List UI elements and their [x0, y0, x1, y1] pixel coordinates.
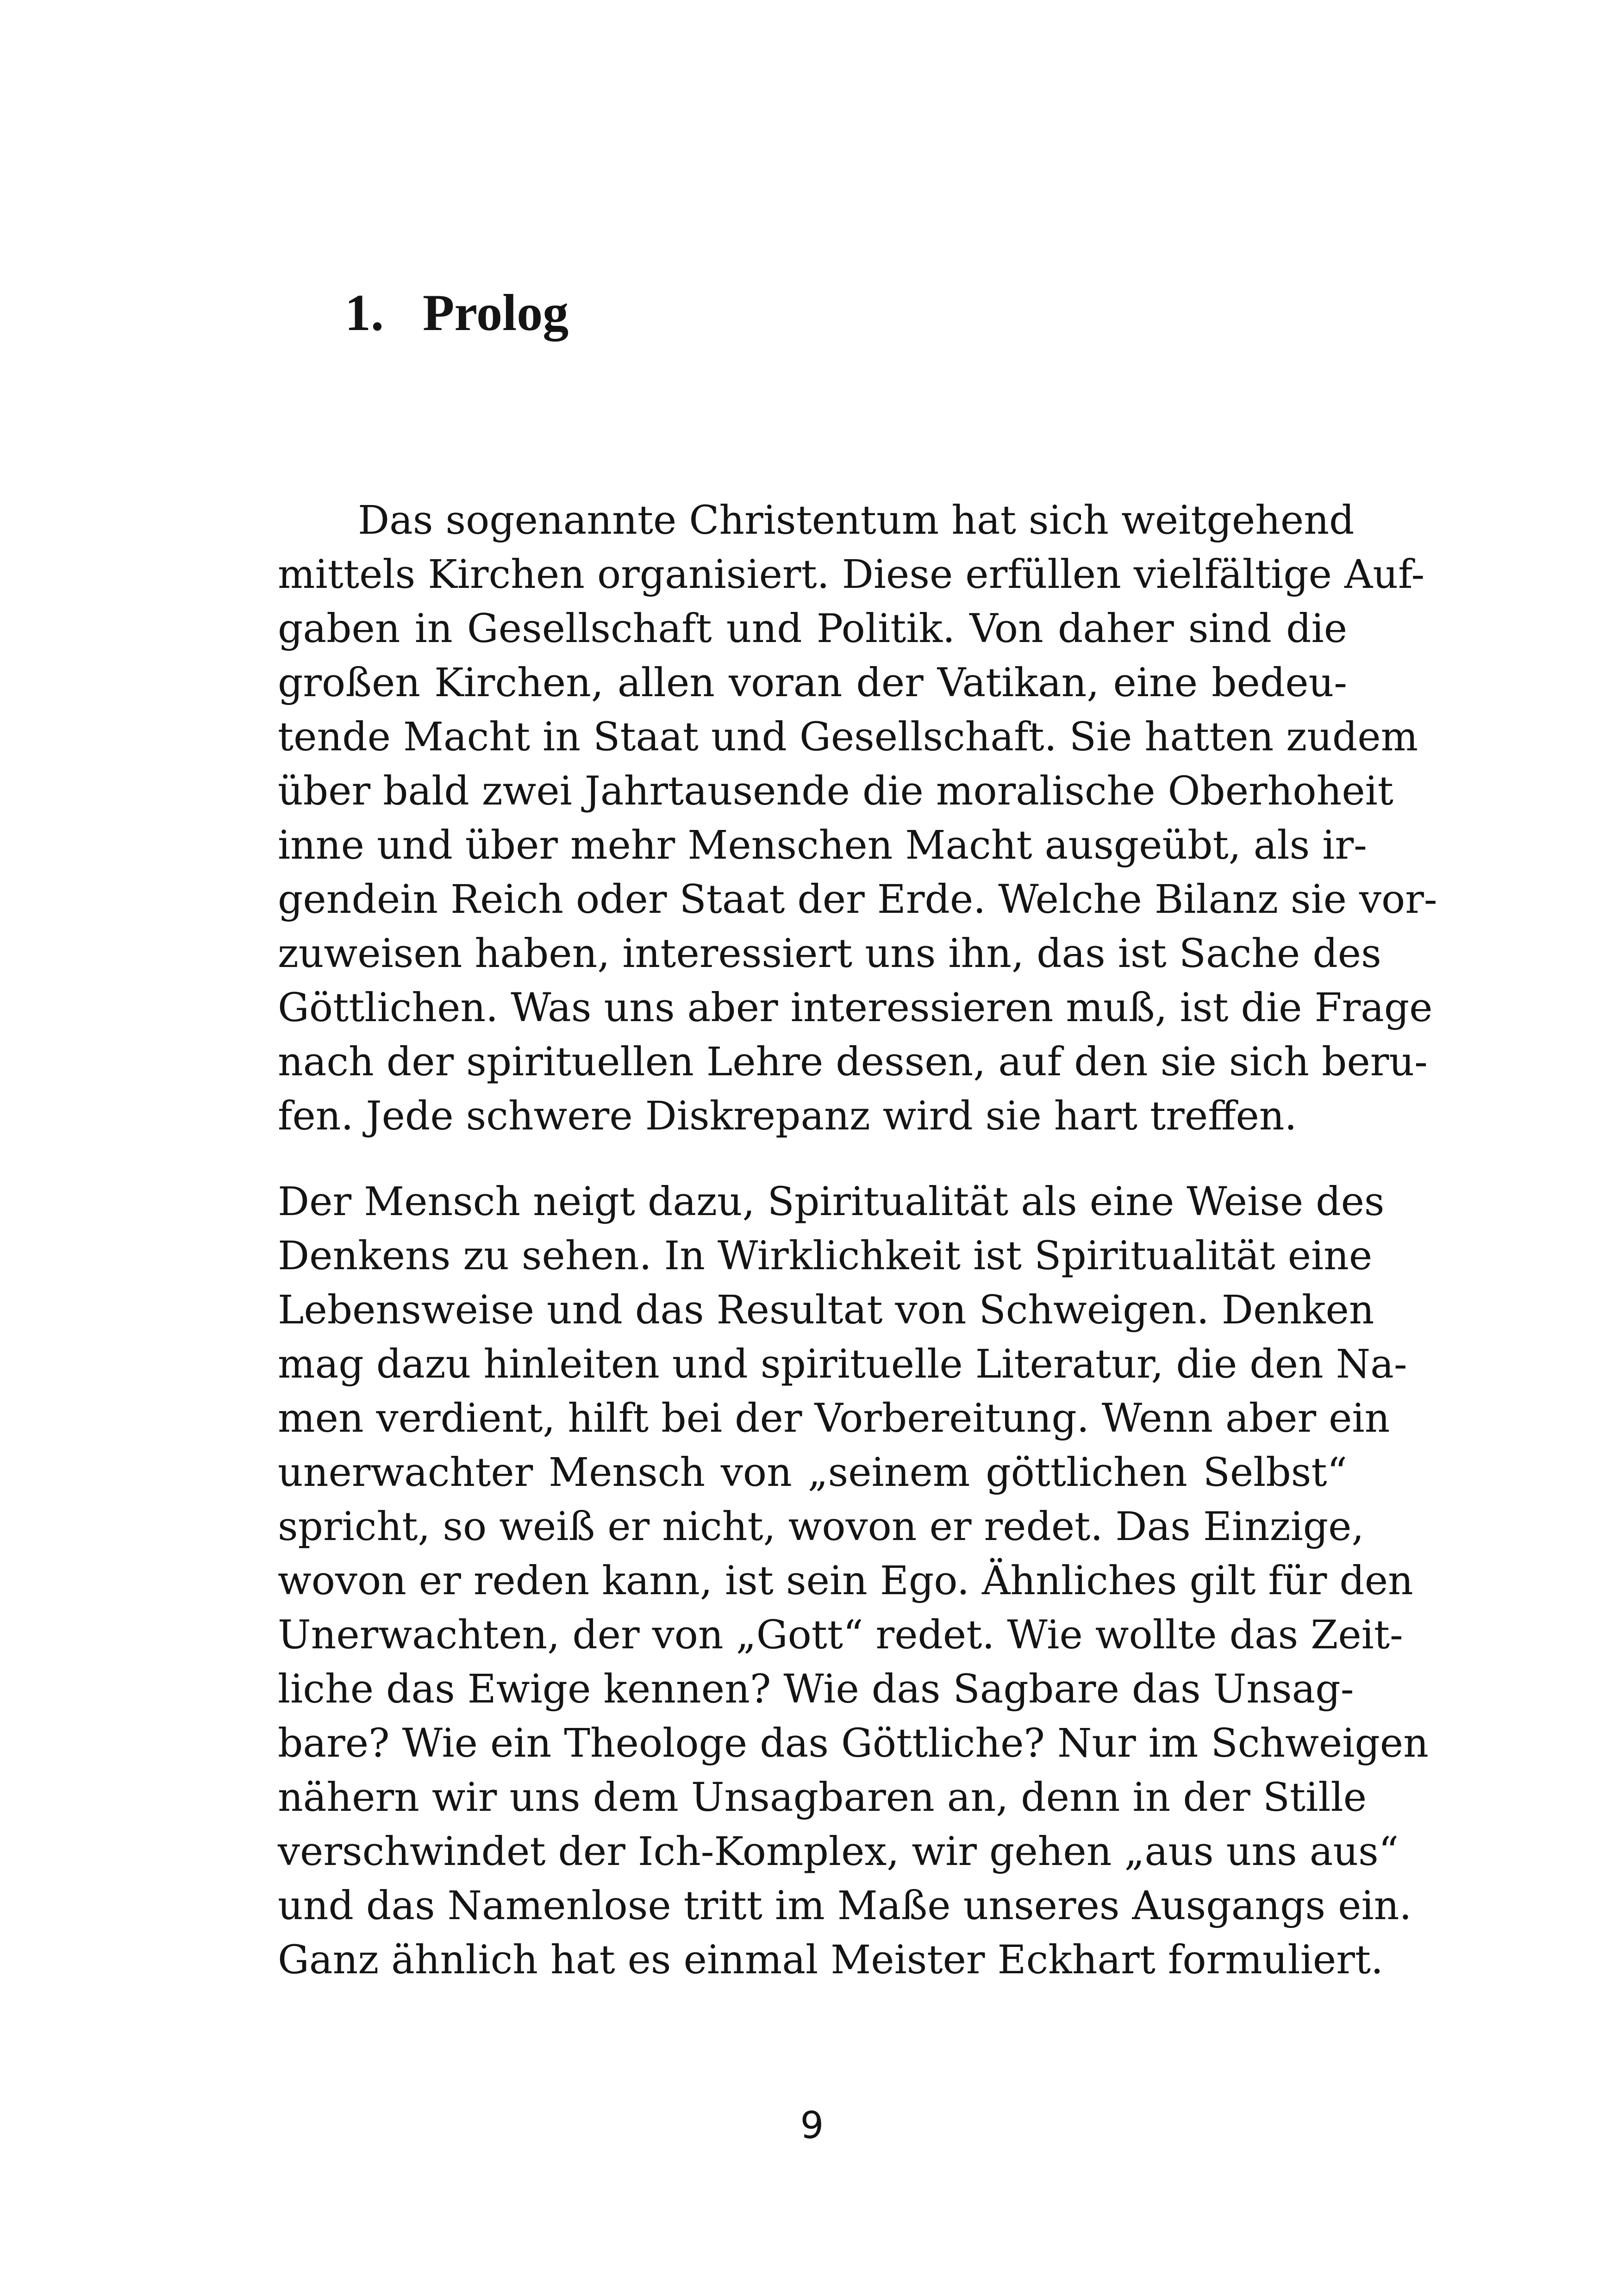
chapter-title: Prolog: [423, 284, 569, 342]
text-line: men verdient, hilft bei der Vorbereitung. Wenn aber ein: [278, 1396, 1390, 1441]
chapter-heading: [345, 284, 569, 342]
text-line: tende Macht in Staat und Gesellschaft. Sie hatten zudem: [278, 714, 1418, 760]
text-line: Unerwachten, der von „Gott“ redet. Wie wollte das Zeit-: [278, 1612, 1403, 1658]
text-line: Das sogenannte Christentum hat sich weitgehend: [358, 498, 1355, 543]
text-line: und das Namenlose tritt im Maße unseres Ausgangs ein.: [278, 1883, 1412, 1929]
text-line: nähern wir uns dem Unsagbaren an, denn in der Stille: [278, 1775, 1367, 1821]
text-line: verschwindet der Ich-Komplex, wir gehen „aus uns aus“: [278, 1829, 1399, 1875]
text-line: gaben in Gesellschaft und Politik. Von daher sind die: [278, 606, 1347, 652]
text-line: nach der spirituellen Lehre dessen, auf den sie sich beru-: [278, 1039, 1428, 1085]
text-line: über bald zwei Jahrtausende die moralische Oberhoheit: [278, 768, 1393, 814]
text-line: mag dazu hinleiten und spirituelle Literatur, die den Na-: [278, 1341, 1407, 1387]
text-line: mittels Kirchen organisiert. Diese erfüllen vielfältige Auf-: [278, 552, 1425, 598]
chapter-number: 1.: [345, 284, 384, 342]
text-line: wovon er reden kann, ist sein Ego. Ähnliches gilt für den: [278, 1558, 1413, 1604]
text-line: spricht, so weiß er nicht, wovon er redet. Das Einzige,: [278, 1504, 1364, 1550]
text-line: fen. Jede schwere Diskrepanz wird sie hart treffen.: [278, 1093, 1297, 1139]
text-line: Ganz ähnlich hat es einmal Meister Eckhart formuliert.: [278, 1937, 1384, 1983]
text-line: bare? Wie ein Theologe das Göttliche? Nur im Schweigen: [278, 1721, 1429, 1766]
text-line: großen Kirchen, allen voran der Vatikan, eine bedeu-: [278, 660, 1347, 706]
text-line: liche das Ewige kennen? Wie das Sagbare das Unsag-: [278, 1666, 1354, 1712]
text-line: Denkens zu sehen. In Wirklichkeit ist Spiritualität eine: [278, 1233, 1373, 1279]
text-line: unerwachter Mensch von „seinem göttlichen Selbst“: [278, 1450, 1347, 1496]
text-line: inne und über mehr Menschen Macht ausgeübt, als ir-: [278, 823, 1367, 868]
text-line: Göttlichen. Was uns aber interessieren muß, ist die Frage: [278, 985, 1433, 1031]
text-line: Der Mensch neigt dazu, Spiritualität als eine Weise des: [278, 1179, 1385, 1225]
page-number: 9: [800, 2104, 824, 2147]
text-line: Lebensweise und das Resultat von Schweigen. Denken: [278, 1287, 1374, 1333]
text-line: zuweisen haben, interessiert uns ihn, das ist Sache des: [278, 931, 1381, 977]
text-line: gendein Reich oder Staat der Erde. Welche Bilanz sie vor-: [278, 877, 1437, 923]
